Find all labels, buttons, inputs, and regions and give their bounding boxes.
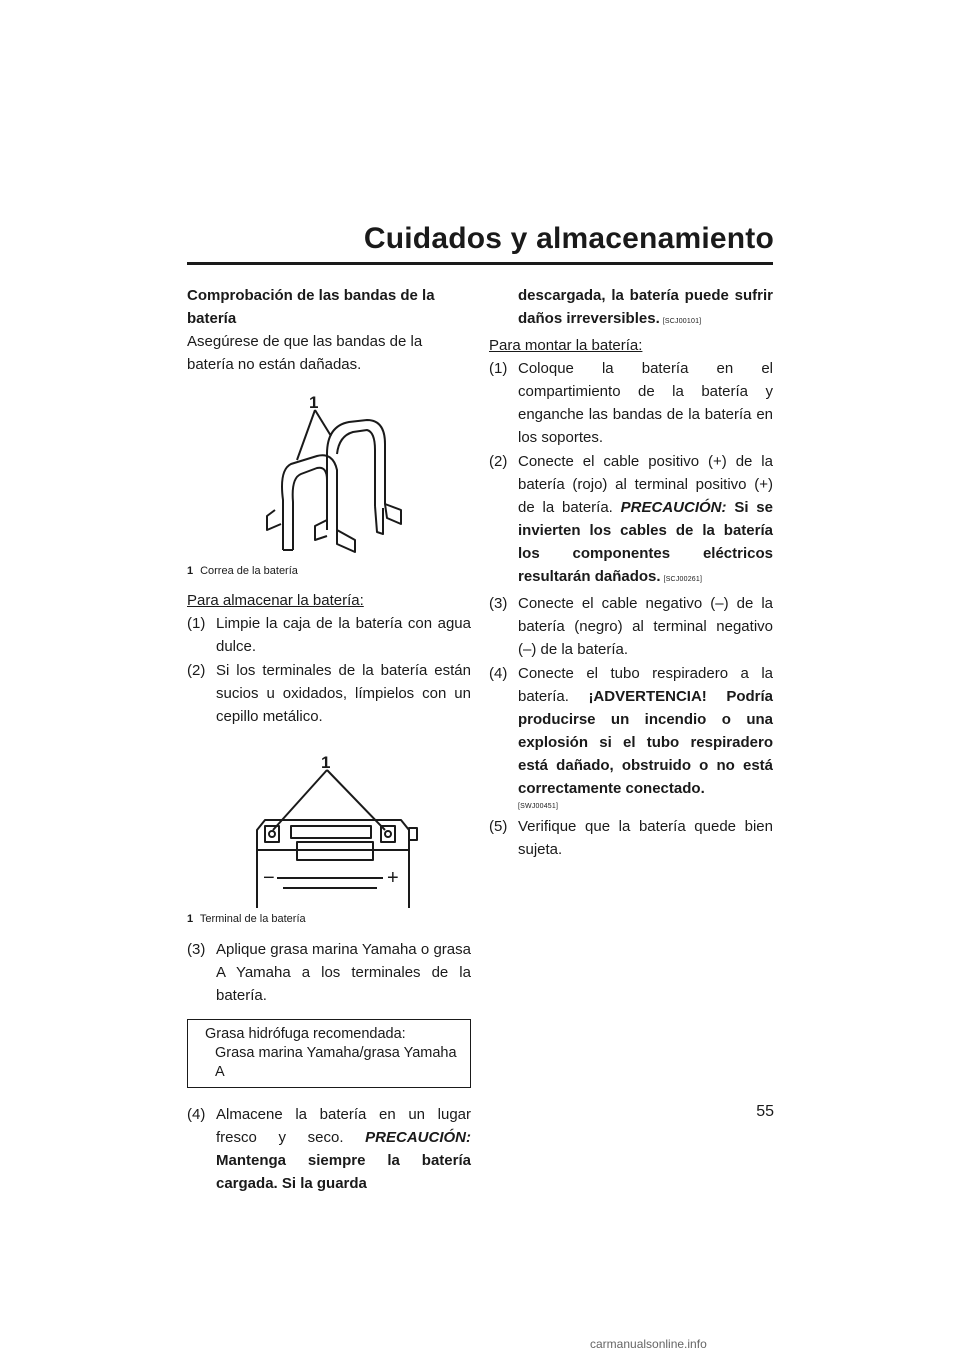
step-number: (5): [489, 818, 508, 835]
left-column: [187, 284, 471, 1196]
reference-code: [SWJ00451]: [518, 803, 559, 810]
step-number: (3): [187, 941, 206, 958]
mount-step-5: [489, 815, 773, 861]
step-text: Si los terminales de la batería están sucios u oxidados, límpielos con un cepillo metálico.: [216, 662, 471, 725]
strap-callout-number: 1: [309, 393, 319, 412]
reference-code: [SCJ00101]: [662, 318, 702, 325]
store-subtitle: Para almacenar la batería:: [187, 592, 364, 609]
caution-label: PRECAUCIÓN:: [620, 499, 727, 516]
grease-spec-box: [187, 1019, 471, 1088]
step-text: Conecte el tubo respiradero a la batería.: [518, 665, 773, 705]
plus-sign: +: [387, 867, 399, 889]
section-heading: Comprobación de las bandas de la batería: [187, 287, 435, 327]
step-text: Aplique grasa marina Yamaha o grasa A Yamaha a los terminales de la batería.: [216, 941, 471, 1004]
caution-text: Si se invierten los cables de la batería los componentes eléctricos resultarán dañados.: [518, 499, 773, 585]
battery-strap-illustration: [187, 390, 471, 562]
caution-text: Mantenga siempre la batería cargada. Si la guarda: [216, 1152, 471, 1192]
step-number: (1): [489, 360, 508, 377]
step-text: Limpie la caja de la batería con agua dulce.: [216, 615, 471, 655]
store-step-3: [187, 938, 471, 1007]
step-number: (3): [489, 595, 508, 612]
step-number: (4): [489, 665, 508, 682]
intro-paragraph: Asegúrese de que las bandas de la batería no están dañadas.: [187, 333, 423, 373]
terminal-callout-number: 1: [321, 753, 331, 772]
mount-step-3: [489, 592, 773, 661]
footer-watermark: carmanualsonline.info: [590, 1337, 707, 1351]
battery-terminal-figure: [187, 750, 471, 926]
strap-caption-text: Correa de la batería: [200, 565, 298, 577]
step-number: (1): [187, 615, 206, 632]
step-text: Conecte el cable negativo (–) de la batería (negro) al terminal negativo (–) de la batería.: [518, 595, 773, 658]
step-number: (4): [187, 1106, 206, 1123]
warning-text: ¡ADVERTENCIA! Podría producirse un incendio o una explosión si el tubo respiradero está dañado, obstruido o no está correctamente conectado.: [518, 688, 773, 797]
step-text: Almacene la batería en un lugar fresco y seco.: [216, 1106, 471, 1146]
mount-step-2: [489, 450, 773, 591]
terminal-caption: [187, 912, 471, 926]
store-step-4: [187, 1103, 471, 1195]
right-column: [489, 284, 773, 862]
step-text: Verifique que la batería quede bien sujeta.: [518, 818, 773, 858]
store-step-2: [187, 659, 471, 728]
mount-step-4: [489, 662, 773, 814]
store-step-1: [187, 612, 471, 658]
caution-label: PRECAUCIÓN:: [365, 1129, 471, 1146]
step-text: Conecte el cable positivo (+) de la batería (rojo) al terminal positivo (+) de la batería.: [518, 453, 773, 516]
strap-caption: [187, 564, 471, 578]
strap-caption-number: 1: [187, 565, 194, 577]
terminal-caption-number: 1: [187, 913, 194, 925]
step-text: Coloque la batería en el compartimiento de la batería y enganche las bandas de la batería en los soportes.: [518, 360, 773, 446]
spec-value: Grasa marina Yamaha/grasa Yamaha A: [215, 1045, 457, 1080]
minus-sign: −: [263, 867, 275, 889]
mount-step-1: [489, 357, 773, 449]
caution-continuation-text: descargada, la batería puede sufrir daños irreversibles.: [518, 287, 773, 327]
page-number: 55: [756, 1103, 774, 1120]
page-header-title: Cuidados y almacenamiento: [363, 222, 774, 255]
terminal-caption-text: Terminal de la batería: [199, 913, 306, 925]
step-number: (2): [187, 662, 206, 679]
reference-code: [SCJ00261]: [663, 576, 703, 583]
spec-label: Grasa hidrófuga recomendada:: [205, 1026, 406, 1042]
battery-terminal-illustration: [187, 750, 471, 910]
header-rule: [187, 262, 773, 265]
battery-strap-figure: [187, 390, 471, 578]
caution-continuation: [489, 284, 773, 333]
step-number: (2): [489, 453, 508, 470]
mount-subtitle: Para montar la batería:: [489, 337, 643, 354]
